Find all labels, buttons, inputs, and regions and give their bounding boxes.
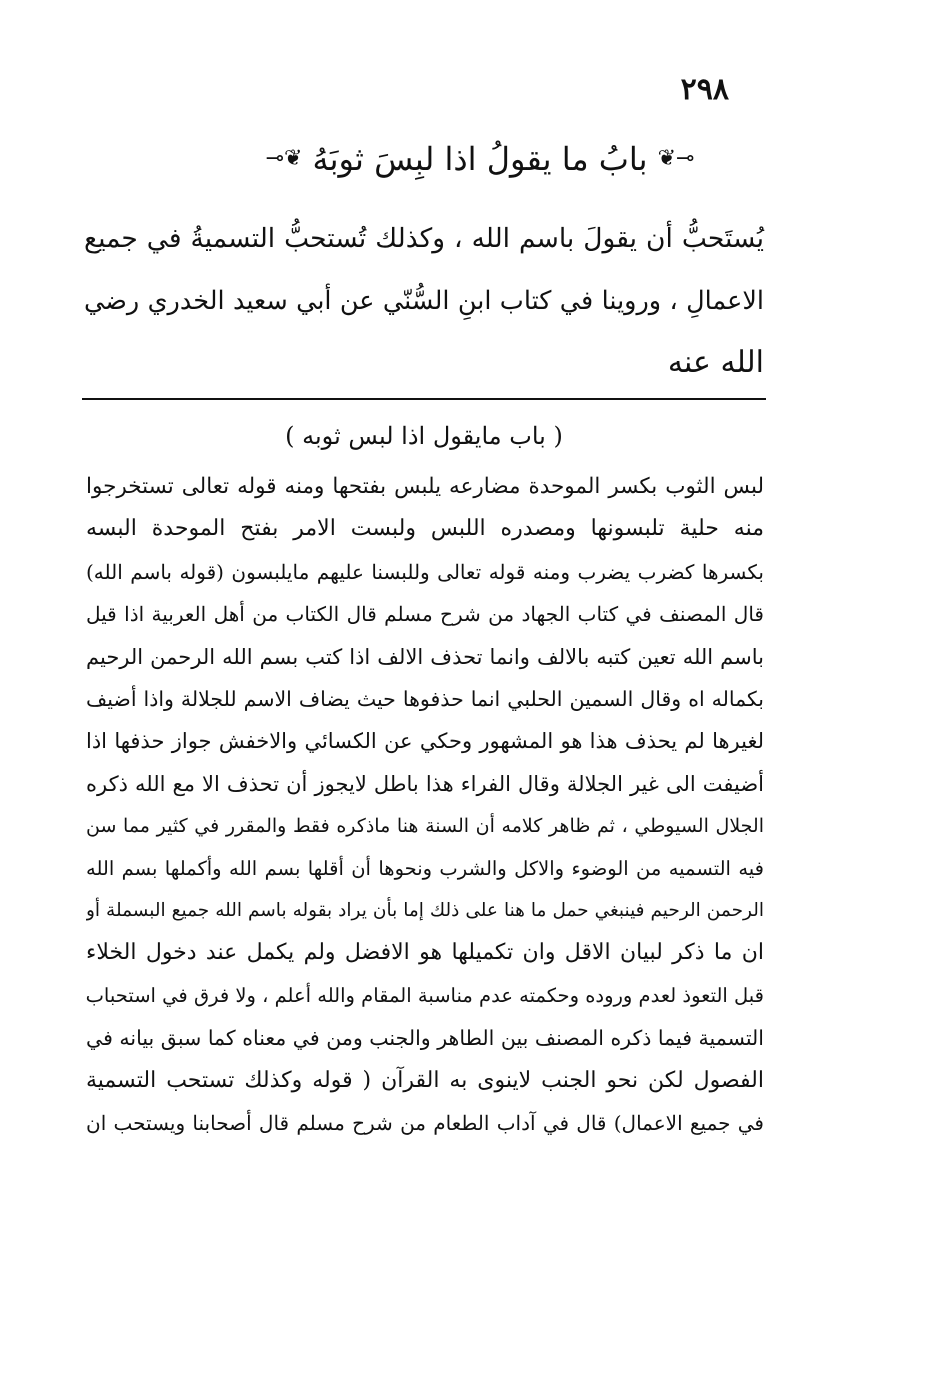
commentary-line: بكسرها كضرب يضرب ومنه قوله تعالى وللبسنا عليهم مايلبسون (قوله باسم الله) xyxy=(86,559,764,584)
commentary-heading: ( باب مايقول اذا لبس ثوبه ) xyxy=(285,422,563,450)
commentary-line: قال المصنف في كتاب الجهاد من شرح مسلم قال الكتاب من أهل العربية اذا قيل xyxy=(86,602,764,627)
commentary-line: في جميع الاعمال) قال في آداب الطعام من شرح مسلم قال أصحابنا ويستحب ان xyxy=(86,1111,764,1136)
ornament-right-icon: ❦⊸ xyxy=(265,146,303,172)
main-text xyxy=(84,208,764,394)
commentary-line: منه حلية تلبسونها ومصدره اللبس ولبست الامر بفتح الموحدة البسه xyxy=(86,516,764,542)
ornament-left-icon: ⊸❦ xyxy=(657,146,695,172)
main-text-line: الاعمالِ ، وروينا في كتاب ابنِ السُّنّي عن أبي سعيد الخدري رضي xyxy=(84,286,764,316)
commentary-line: ان ما ذكر لبيان الاقل وان تكميلها هو الافضل ولم يكمل عند دخول الخلاء xyxy=(86,940,764,966)
commentary-line: لبس الثوب بكسر الموحدة مضارعه يلبس بفتحها ومنه قوله تعالى تستخرجوا xyxy=(86,474,764,499)
chapter-title: بابُ ما يقولُ اذا لبِسَ ثوبَهُ xyxy=(312,140,648,178)
main-text-line: الله عنه xyxy=(667,345,764,380)
chapter-heading xyxy=(220,140,740,178)
commentary-line: فيه التسميه من الوضوء والاكل والشرب ونحوها أن أقلها بسم الله وأكملها بسم الله xyxy=(86,856,764,880)
commentary-line: الرحمن الرحيم فينبغي حمل ما هنا على ذلك إما بأن يراد بقوله باسم الله جميع البسملة أو xyxy=(86,900,764,922)
commentary-line: الفصول لكن نحو الجنب لاينوى به القرآن ( قوله وكذلك تستحب التسمية xyxy=(86,1067,764,1093)
commentary-line: قبل التعوذ لعدم وروده وحكمته عدم مناسبة المقام والله أعلم ، ولا فرق في استحباب xyxy=(86,983,764,1007)
main-text-line: يُستَحبُّ أن يقولَ باسم الله ، وكذلك تُستحبُّ التسميةُ في جميع xyxy=(84,223,764,254)
commentary-line: الجلال السيوطي ، ثم ظاهر كلامه أن السنة هنا ماذكره فقط والمقرر في كثير مما سن xyxy=(86,815,764,838)
commentary-line: التسمية فيما ذكره المصنف بين الطاهر والجنب ومن في معناه كما سبق بيانه في xyxy=(86,1026,764,1051)
commentary-line: أضيفت الى غير الجلالة وقال الفراء هذا باطل لايجوز أن تحذف الا مع الله ذكره xyxy=(86,771,764,796)
page-number: ٢٩٨ xyxy=(680,72,729,107)
commentary-line: باسم الله تعين كتبه بالالف وانما تحذف الالف اذا كتب بسم الله الرحمن الرحيم xyxy=(86,644,764,669)
commentary-text xyxy=(86,466,764,1145)
commentary-line: لغيرها لم يحذف هذا هو المشهور وحكي عن الكسائي والاخفش جواز حذفها اذا xyxy=(86,729,764,754)
commentary-line: بكماله اه وقال السمين الحلبي انما حذفوها حيث يضاف الاسم للجلالة واذا أضيف xyxy=(86,687,764,712)
footnote-divider xyxy=(82,398,766,400)
